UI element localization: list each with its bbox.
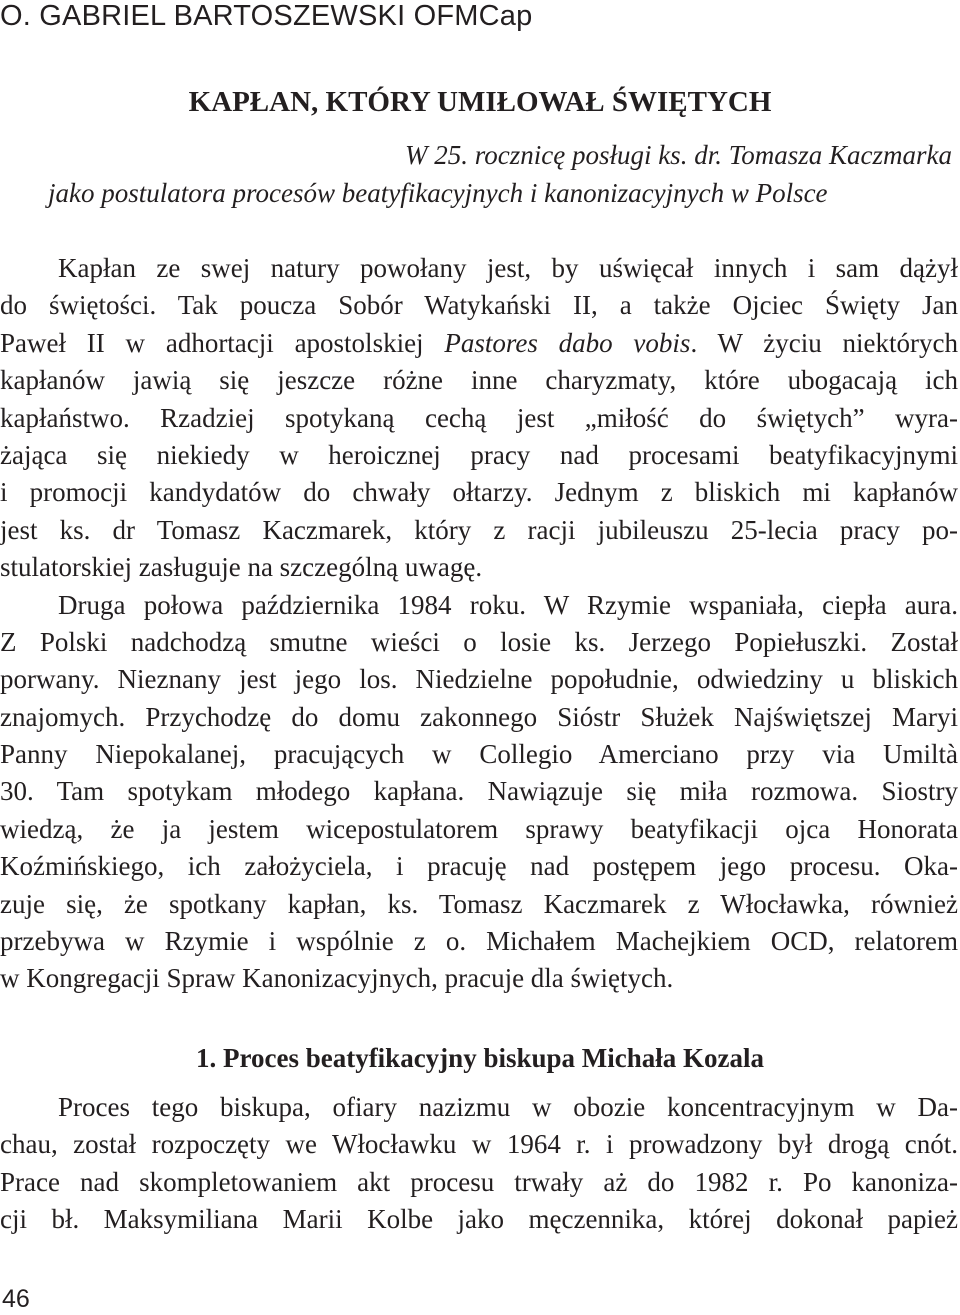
running-head: O. GABRIEL BARTOSZEWSKI OFMCap xyxy=(0,0,533,32)
text-line xyxy=(0,325,958,362)
text-line: żająca się niekiedy w heroicznej pracy nad procesami beatyfikacyjnymi xyxy=(0,439,958,470)
section-heading: 1. Proces beatyfikacyjny biskupa Michała Kozala xyxy=(195,1043,764,1073)
text-run: Paweł II w adhortacji apostolskiej xyxy=(0,327,445,358)
text-line: zuje się, że spotkany kapłan, ks. Tomasz Kaczmarek z Włocławka, również xyxy=(0,888,958,919)
text-line: Prace nad skompletowaniem akt procesu trwały aż do 1982 r. Po kanoniza- xyxy=(0,1166,958,1197)
text-line: chau, został rozpoczęty we Włocławku w 1964 r. i prowadzony był drogą cnót. xyxy=(0,1129,958,1160)
text-line: jest ks. dr Tomasz Kaczmarek, który z racji jubileuszu 25-lecia pracy po- xyxy=(0,514,958,545)
italic-title: Pastores dabo vobis xyxy=(444,327,691,358)
text-line: Z Polski nadchodzą smutne wieści o losie ks. Jerzego Popiełuszki. Został xyxy=(0,626,958,657)
article-title: KAPŁAN, KTÓRY UMIŁOWAŁ ŚWIĘTYCH xyxy=(188,86,772,118)
text-line: Koźmińskiego, ich założyciela, i pracuję nad postępem jego procesu. Oka- xyxy=(0,851,958,882)
article-subtitle xyxy=(0,136,960,212)
subtitle-line: jako postulatora procesów beatyfikacyjnych i kanonizacyjnych w Polsce xyxy=(48,178,828,208)
text-line: w Kongregacji Spraw Kanonizacyjnych, pracuje dla świętych. xyxy=(0,963,674,994)
text-line: Panny Niepokalanej, pracujących w Collegio Amerciano przy via Umiltà xyxy=(0,739,958,770)
text-line: i promocji kandydatów do chwały ołtarzy. Jednym z bliskich mi kapłanów xyxy=(0,477,958,508)
text-line: wiedzą, że ja jestem wicepostulatorem sprawy beatyfikacji ojca Honorata xyxy=(0,813,958,844)
text-run: . W życiu niektórych xyxy=(690,327,958,358)
text-line: Proces tego biskupa, ofiary nazizmu w obozie koncentracyjnym w Da- xyxy=(58,1092,958,1122)
text-line: cji bł. Maksymiliana Marii Kolbe jako męczennika, której dokonał papież xyxy=(0,1204,958,1235)
text-line: stulatorskiej zasługuje na szczególną uwagę. xyxy=(0,552,483,583)
paragraph-2 xyxy=(0,587,958,998)
text-line: kapłanów jawią się jeszcze różne inne charyzmaty, które ubogacają ich xyxy=(0,365,958,396)
article-body xyxy=(0,250,958,998)
paragraph-1 xyxy=(0,250,958,587)
section-body xyxy=(0,1089,958,1239)
page-number: 46 xyxy=(2,1285,30,1313)
text-line: 30. Tam spotykam młodego kapłana. Nawiązuje się miła rozmowa. Siostry xyxy=(0,776,958,807)
text-line: przebywa w Rzymie i wspólnie z o. Michałem Machejkiem OCD, relatorem xyxy=(0,926,958,957)
text-line: porwany. Nieznany jest jego los. Niedzielne popołudnie, odwiedziny u bliskich xyxy=(0,664,958,695)
text-line: Kapłan ze swej natury powołany jest, by uświęcał innych i sam dążył xyxy=(58,253,958,283)
text-line: kapłaństwo. Rzadziej spotykaną cechą jest „miłość do świętych” wyra- xyxy=(0,402,958,433)
text-line: Druga połowa października 1984 roku. W Rzymie wspaniała, ciepła aura. xyxy=(58,589,958,620)
text-line: do świętości. Tak poucza Sobór Watykański II, a także Ojciec Święty Jan xyxy=(0,290,958,321)
subtitle-line: W 25. rocznicę posługi ks. dr. Tomasza Kaczmarka xyxy=(404,140,952,170)
text-line: znajomych. Przychodzę do domu zakonnego Sióstr Służek Najświętszej Maryi xyxy=(0,701,958,732)
